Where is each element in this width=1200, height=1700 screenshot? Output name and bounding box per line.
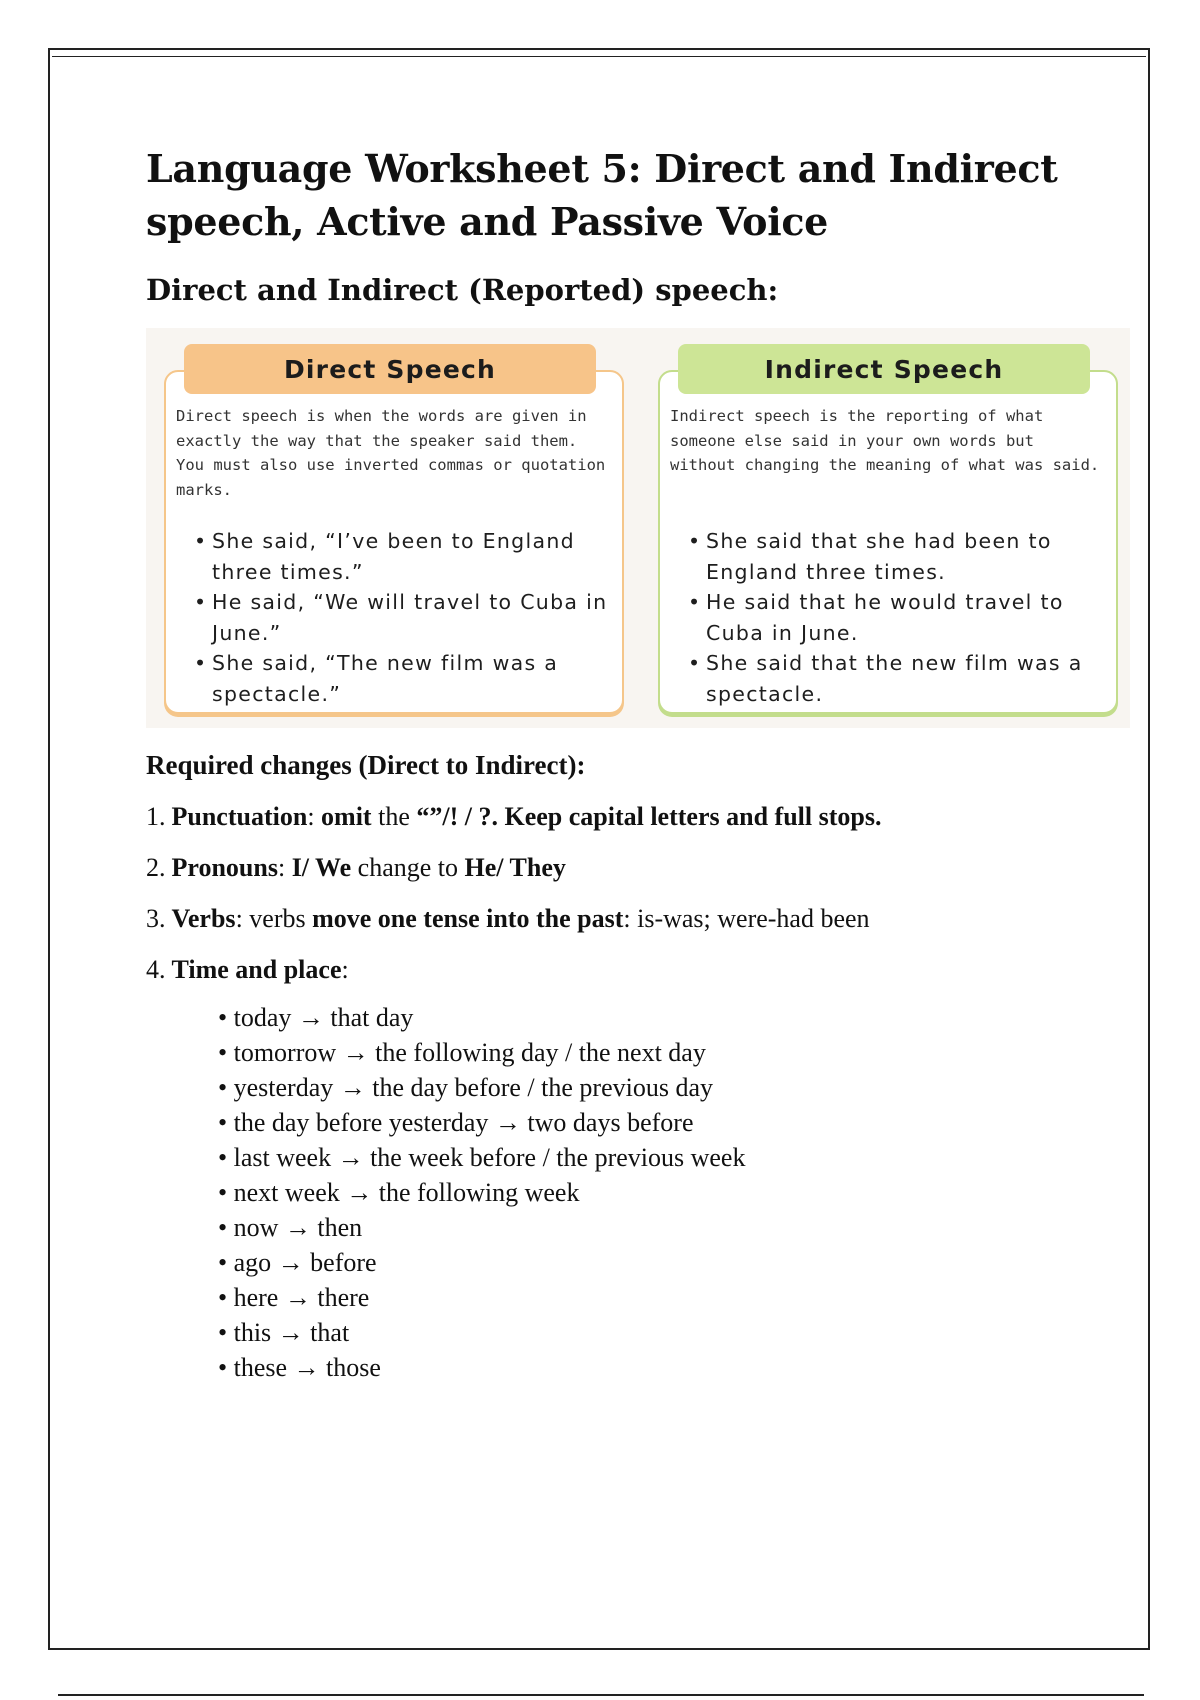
rule-text: the bbox=[371, 802, 417, 831]
indirect-example: • She said that the new film was a spectacle. bbox=[688, 648, 1106, 709]
rule-text: : bbox=[341, 955, 349, 984]
direct-speech-card bbox=[164, 355, 624, 714]
footer-rule bbox=[58, 1694, 1144, 1696]
time-place-item: • today → that day bbox=[218, 1000, 1136, 1035]
time-place-item: • ago → before bbox=[218, 1245, 1136, 1280]
direct-speech-examples bbox=[194, 526, 612, 709]
required-changes-list bbox=[146, 801, 1136, 986]
rule-text: Verbs bbox=[171, 904, 236, 933]
direct-example: • She said, “The new film was a spectacle.” bbox=[194, 648, 612, 709]
worksheet-content bbox=[146, 142, 1136, 1385]
rule-text: : bbox=[277, 853, 292, 882]
section-heading-speech: Direct and Indirect (Reported) speech: bbox=[146, 273, 779, 307]
direct-example: • He said, “We will travel to Cuba in June.” bbox=[194, 587, 612, 648]
time-place-item: • these → those bbox=[218, 1350, 1136, 1385]
time-place-item: • tomorrow → the following day / the next day bbox=[218, 1035, 1136, 1070]
time-place-item: • here → there bbox=[218, 1280, 1136, 1315]
direct-speech-description: Direct speech is when the words are given in exactly the way that the speaker said them. You must also use inverted commas or quotation marks. bbox=[176, 407, 606, 499]
time-place-list bbox=[218, 1000, 1136, 1385]
rule-text: omit bbox=[321, 802, 372, 831]
rule-text: “”/! / ?. Keep capital letters and full stops. bbox=[416, 802, 882, 831]
time-place-item: • the day before yesterday → two days before bbox=[218, 1105, 1136, 1140]
rule-number: 1. bbox=[146, 802, 166, 831]
rule-text: Time and place bbox=[171, 955, 342, 984]
time-place-item: • now → then bbox=[218, 1210, 1136, 1245]
rule-text: move one tense into the past bbox=[312, 904, 624, 933]
speech-comparison-panel bbox=[146, 328, 1130, 728]
time-place-item: • this → that bbox=[218, 1315, 1136, 1350]
worksheet-title: Language Worksheet 5: Direct and Indirect speech, Active and Passive Voice bbox=[146, 146, 1058, 244]
rule-number: 2. bbox=[146, 853, 166, 882]
rule-text: Pronouns bbox=[171, 853, 278, 882]
rule-text: I/ We bbox=[291, 853, 352, 882]
rule-text: : is-was; were-had been bbox=[623, 904, 870, 933]
required-changes-heading: Required changes (Direct to Indirect): bbox=[146, 750, 586, 780]
indirect-speech-examples bbox=[688, 526, 1106, 709]
indirect-speech-title: Indirect Speech bbox=[678, 344, 1090, 394]
rule-number: 3. bbox=[146, 904, 166, 933]
rule-text: Punctuation bbox=[171, 802, 308, 831]
direct-example: • She said, “I’ve been to England three times.” bbox=[194, 526, 612, 587]
rule-text: change to bbox=[351, 853, 465, 882]
indirect-example: • He said that he would travel to Cuba in June. bbox=[688, 587, 1106, 648]
direct-speech-title: Direct Speech bbox=[184, 344, 596, 394]
indirect-example: • She said that she had been to England three times. bbox=[688, 526, 1106, 587]
rule-number: 4. bbox=[146, 955, 166, 984]
time-place-item: • last week → the week before / the previous week bbox=[218, 1140, 1136, 1175]
time-place-item: • yesterday → the day before / the previous day bbox=[218, 1070, 1136, 1105]
indirect-speech-description: Indirect speech is the reporting of what someone else said in your own words but without changing the meaning of what was said. bbox=[670, 407, 1100, 474]
indirect-speech-card bbox=[658, 355, 1118, 714]
rule-text: : bbox=[307, 802, 322, 831]
rule-text: He/ They bbox=[464, 853, 566, 882]
page-border-inner-line bbox=[52, 56, 1146, 57]
rule-item bbox=[146, 801, 1136, 833]
rule-text: : verbs bbox=[235, 904, 313, 933]
rule-item bbox=[146, 852, 1136, 884]
rule-item bbox=[146, 954, 1136, 986]
time-place-item: • next week → the following week bbox=[218, 1175, 1136, 1210]
rule-item bbox=[146, 903, 1136, 935]
